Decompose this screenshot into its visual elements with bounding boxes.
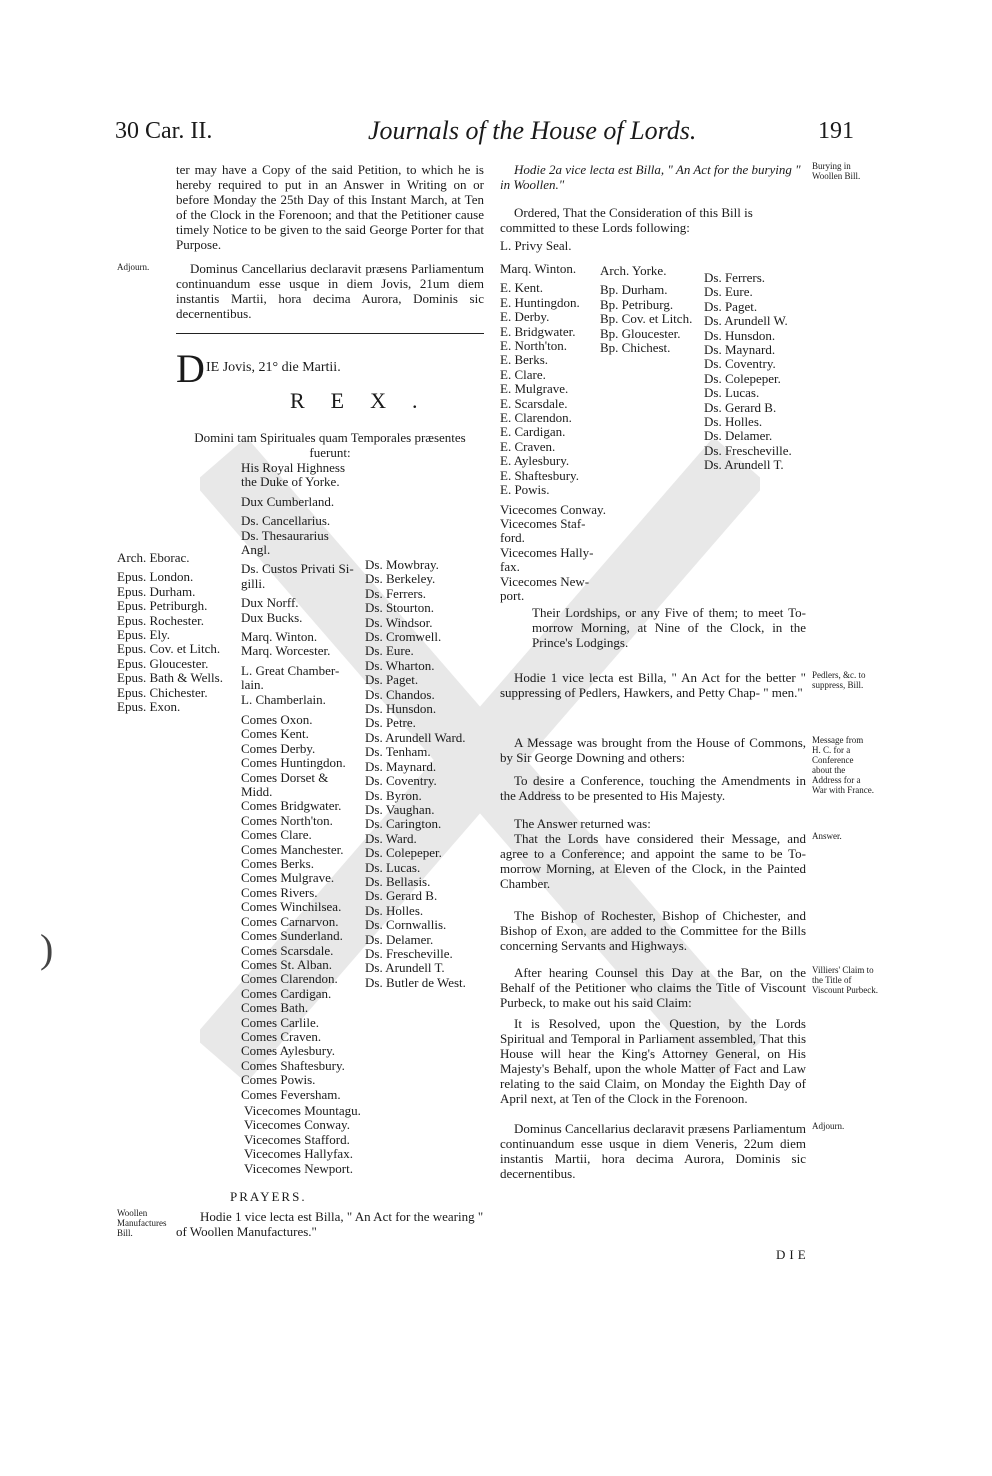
committee-entry: Ds. Paget. [704,298,758,314]
margin-note-burying: Burying in Woollen Bill. [812,161,861,181]
vicecomes-entry: Vicecomes Hallyfax. [244,1146,353,1162]
barons-list [365,558,466,990]
comes-entry: Comes Cardigan. [241,985,332,1001]
baron-entry: Ds. Maynard. [365,758,437,774]
domini-line: Domini tam Spirituales quam Temporales præsentes fuerunt: [194,430,466,460]
comes-entry: Comes Oxon. [241,712,313,727]
committee-entry: Ds. Holles. [704,414,763,430]
comes-entry: Comes Berks. [241,856,314,872]
margin-note-adjourn2: Adjourn. [812,1121,845,1131]
message-paragraph: A Message was brought from the House of Commons, by Sir George Downing and others: [500,735,806,765]
committee-entry: E. Scarsdale. [500,395,568,411]
vicecomes-entry: Vicecomes Mountagu. [244,1103,361,1118]
margin-note-answer: Answer. [812,831,842,841]
committee-entry: Ds. Ferrers. [704,270,766,285]
comes-entry: Comes North'ton. [241,812,333,828]
committee-entry: E. Kent. [500,280,543,296]
committee-entry: Vicecomes Staf- [500,515,586,531]
baron-entry: Ds. Delamer. [365,931,434,947]
committee-entry: Ds. Lucas. [704,385,760,401]
die-initial: D [176,346,205,391]
baron-entry: Ds. Butler de West. [365,974,466,990]
bishop-entry: Epus. Durham. [117,583,196,599]
bishop-entry: Epus. London. [117,569,194,585]
woollen-bill-paragraph: Hodie 1 vice lecta est Billa, " An Act for the wearing " of Woollen Manufactures." [176,1209,484,1239]
margin-note-pedlers: Pedlers, &c. to suppress, Bill. [812,670,866,690]
rex-heading: REX. [290,388,444,413]
baron-entry: Ds. Gerard B. [365,888,438,904]
committee-entry: E. Mulgrave. [500,381,569,397]
comes-entry: Comes Mulgrave. [241,870,335,886]
comes-entry: Comes Winchilsea. [241,899,342,915]
committee-entry: E. Powis. [500,482,550,498]
margin-note-woollen: Woollen Manufactures Bill. [117,1208,167,1238]
baron-entry: Ds. Windsor. [365,614,433,630]
committee-entry: Ds. Eure. [704,284,753,300]
baron-entry: Ds. Paget. [365,672,419,688]
committee-bishops-list [600,264,692,355]
committee-entry: Ds. Frescheville. [704,442,792,458]
adjourn-paragraph: Dominus Cancellarius declaravit præsens Parliamentum continuandum esse usque in diem Jovis, 21um diem instantis Martii, hora decima Aurora, Dominis sic decernentibus. [176,261,484,321]
officer-entry: Dux Norff. [241,595,299,611]
privy-seal: L. Privy Seal. [500,238,572,253]
die-heading: IE Jovis, 21° die Martii. [206,360,341,375]
committee-entry: E. Cardigan. [500,424,566,440]
committee-entry: E. Derby. [500,309,550,325]
committee-entry: Ds. Maynard. [704,342,776,358]
ordered-paragraph: Ordered, That the Consideration of this Bill is committed to these Lords following: [500,205,753,235]
baron-entry: Ds. Byron. [365,787,422,803]
baron-entry: Ds. Ward. [365,830,417,846]
comes-entry: Comes Powis. [241,1072,316,1088]
baron-entry: Ds. Lucas. [365,859,421,875]
committee-entry: Marq. Winton. [500,261,577,276]
baron-entry: Ds. Berkeley. [365,571,436,587]
committee-entry: E. North'ton. [500,338,567,354]
baron-entry: Ds. Holles. [365,902,424,918]
baron-entry: Ds. Bellasis. [365,873,431,889]
baron-entry: Ds. Vaughan. [365,801,435,817]
prayers-heading: PRAYERS. [230,1189,307,1204]
officer-entry: Ds. Thesaurarius [241,527,329,543]
officer-entry: Dux Bucks. [241,609,303,625]
committee-entry: Bp. Petriburg. [600,296,674,312]
committee-entry: E. Clarendon. [500,410,572,426]
baron-entry: Ds. Coventry. [365,773,437,789]
bishop-entry: Epus. Exon. [117,699,181,715]
comes-entry: Comes Rivers. [241,884,318,900]
comes-entry: Comes Bath. [241,1000,309,1016]
bishop-entry: Epus. Ely. [117,627,170,643]
comes-entry: Comes Aylesbury. [241,1043,336,1059]
committee-entry: Vicecomes Conway. [500,501,606,517]
comes-entry: Comes Sunderland. [241,928,343,944]
officer-entry: Marq. Worcester. [241,643,331,659]
comes-entry: Comes Kent. [241,726,309,742]
desire-paragraph: To desire a Conference, touching the Amendments in the Address to be presented to His Majesty. [500,773,806,803]
answer-returned: The Answer returned was: [514,816,651,831]
committee-entry: Bp. Gloucester. [600,325,681,341]
lordships-paragraph: Their Lordships, or any Five of them; to meet To-morrow Morning, at Nine of the Clock, in the Prince's Lodgings. [532,605,806,650]
committee-entry: E. Berks. [500,352,549,368]
bishop-entry: Epus. Chichester. [117,684,208,700]
vicecomes-entry: Vicecomes Stafford. [244,1131,350,1147]
answer-paragraph: That the Lords have considered their Message, and agree to a Conference; and appoint the same to be To-morrow Morning, at Eleven of the Clock, in the Painted Chamber. [500,831,806,891]
officers-list [241,461,354,707]
bishop-entry: Epus. Bath & Wells. [117,670,223,686]
officer-entry: L. Great Chamber- [241,662,340,678]
baron-entry: Ds. Stourton. [365,600,434,616]
baron-entry: Ds. Carington. [365,816,442,832]
committee-entry: Ds. Coventry. [704,356,776,372]
vicecomes-entry: Vicecomes Newport. [244,1160,353,1176]
committee-entry: ford. [500,530,525,546]
comes-entry: Midd. [241,784,273,800]
officer-entry: gilli. [241,575,266,591]
margin-note-message: Message from H. C. for a Conference about the Address for a War with France. [812,735,875,795]
bishop-committee-paragraph: The Bishop of Rochester, Bishop of Chichester, and Bishop of Exon, are added to the Committee for the Bills concerning Servants and Highways. [500,908,806,953]
committee-barons-list [704,271,792,473]
resolved-paragraph: It is Resolved, upon the Question, by the Lords Spiritual and Temporal in Parliament assembled, That this House will hear the King's Attorney General, on His Majesty's Behalf, upon the whole Matter of Fact and Law relating to the said Claim, on Monday the Eighth Day of April next, at Ten of the Clock in the Forenoon. [500,1016,806,1106]
officer-entry: Dux Cumberland. [241,493,335,509]
committee-entry: Ds. Arundell T. [704,457,784,473]
comes-entry: Comes Shaftesbury. [241,1057,345,1073]
baron-entry: Ds. Colepeper. [365,845,442,861]
comes-entry: Comes Scarsdale. [241,942,334,958]
committee-earls-list [500,262,606,603]
baron-entry: Ds. Cromwell. [365,629,442,645]
committee-entry: Vicecomes Hally- [500,544,594,560]
committee-entry: Ds. Colepeper. [704,370,781,386]
baron-entry: Ds. Wharton. [365,657,435,673]
committee-entry: E. Clare. [500,366,546,382]
comes-entry: Comes Dorset & [241,769,329,785]
officer-entry: the Duke of Yorke. [241,474,340,490]
bishop-entry: Epus. Petriburgh. [117,598,208,614]
vicecomites-list [244,1104,361,1176]
officer-entry: Ds. Cancellarius. [241,513,331,529]
committee-entry: Bp. Cov. et Litch. [600,311,693,327]
vicecomes-entry: Vicecomes Conway. [244,1117,350,1133]
comes-entry: Comes Manchester. [241,841,344,857]
section-rule [176,333,484,334]
committee-entry: fax. [500,559,520,575]
baron-entry: Ds. Arundell T. [365,960,445,976]
baron-entry: Ds. Arundell Ward. [365,729,466,745]
comes-entry: Comes Craven. [241,1028,322,1044]
officer-entry: Ds. Custos Privati Si- [241,561,354,577]
officer-entry: L. Chamberlain. [241,691,326,707]
committee-entry: Ds. Arundell W. [704,313,788,329]
catchword: DIE [776,1247,810,1262]
bishops-list [117,551,223,714]
comes-entry: Comes Bridgwater. [241,798,342,814]
bishop-entry: Epus. Rochester. [117,612,205,628]
comes-entry: Comes Clare. [241,827,312,843]
page-number: 191 [818,118,854,144]
comes-entry: Comes Carlile. [241,1014,319,1030]
baron-entry: Ds. Cornwallis. [365,917,447,933]
committee-entry: Bp. Chichest. [600,340,671,356]
comites-list [241,713,346,1102]
committee-entry: E. Aylesbury. [500,453,570,469]
committee-entry: Bp. Durham. [600,282,668,298]
comes-entry: Comes St. Alban. [241,956,333,972]
comes-entry: Comes Feversham. [241,1086,341,1102]
committee-entry: Ds. Gerard B. [704,399,777,415]
committee-entry: Ds. Hunsdon. [704,327,776,343]
burying-bill-paragraph: Hodie 2a vice lecta est Billa, " An Act for the burying " in Woollen." [500,162,801,192]
committee-entry: Arch. Yorke. [600,263,667,278]
continuation-paragraph: ter may have a Copy of the said Petition, to which he is hereby required to put in an Answer in Writing on or before Monday the 25th Day of this Instant March, at Ten of the Clock in the Forenoon; and that the Petitioner cause timely Notice to be given to the said George Porter for that Purpose. [176,162,484,252]
baron-entry: Ds. Frescheville. [365,945,453,961]
committee-entry: Vicecomes New- [500,573,590,589]
baron-entry: Ds. Tenham. [365,744,431,760]
committee-entry: Ds. Delamer. [704,428,773,444]
committee-entry: E. Bridgwater. [500,323,576,339]
bishop-entry: Arch. Eborac. [117,550,190,565]
baron-entry: Ds. Eure. [365,643,414,659]
adjourn2-paragraph: Dominus Cancellarius declaravit præsens Parliamentum continuandum esse usque in diem Veneris, 22um diem instantis Martii, hora decima Aurora, Dominis sic decernentibus. [500,1121,806,1181]
committee-entry: E. Craven. [500,438,556,454]
officer-entry: lain. [241,677,264,693]
journal-title: Journals of the House of Lords. [368,116,697,145]
baron-entry: Ds. Chandos. [365,686,435,702]
comes-entry: Comes Clarendon. [241,971,338,987]
pedlers-bill-paragraph: Hodie 1 vice lecta est Billa, " An Act for the better " suppressing of Pedlers, Hawkers, and Petty Chap- " men." [500,670,806,700]
comes-entry: Comes Huntingdon. [241,755,346,771]
regnal-year: 30 Car. II. [115,118,213,144]
committee-entry: E. Shaftesbury. [500,467,579,483]
bracket-mark: ) [40,926,54,971]
margin-note-adjourn: Adjourn. [117,262,150,272]
baron-entry: Ds. Mowbray. [365,557,439,572]
officer-entry: His Royal Highness [241,460,345,475]
officer-entry: Angl. [241,542,271,558]
counsel-paragraph: After hearing Counsel this Day at the Bar, on the Behalf of the Petitioner who claims the Title of Viscount Purbeck, to make out his said Claim: [500,965,806,1010]
baron-entry: Ds. Hunsdon. [365,701,437,717]
officer-entry: Marq. Winton. [241,629,318,645]
baron-entry: Ds. Petre. [365,715,416,731]
comes-entry: Comes Carnarvon. [241,913,339,929]
baron-entry: Ds. Ferrers. [365,585,427,601]
committee-entry: port. [500,587,525,603]
bishop-entry: Epus. Gloucester. [117,655,209,671]
bishop-entry: Epus. Cov. et Litch. [117,641,221,657]
margin-note-villiers: Villiers' Claim to the Title of Viscount Purbeck. [812,965,878,995]
committee-entry: E. Huntingdon. [500,294,580,310]
comes-entry: Comes Derby. [241,740,316,756]
